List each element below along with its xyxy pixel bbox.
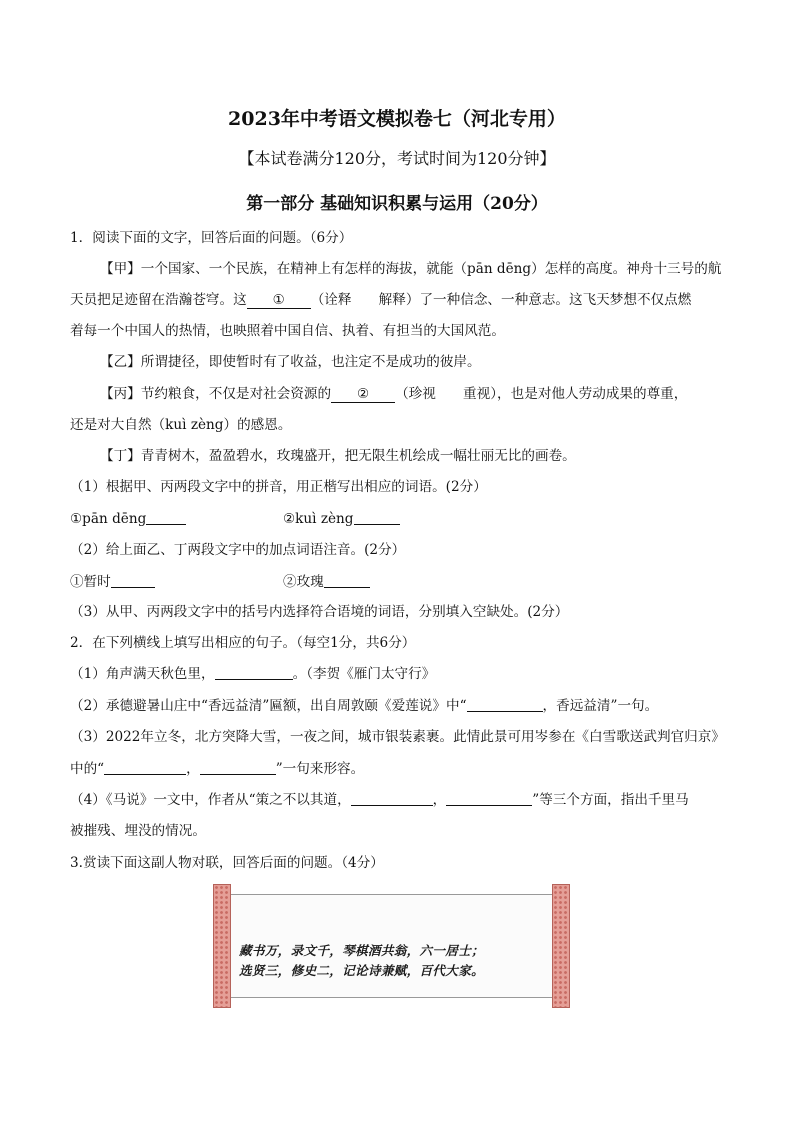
answer-blank[interactable] xyxy=(324,573,370,588)
word-label: ②玫瑰 xyxy=(283,574,324,590)
q1-jia-options: （诠释 解释）了一种信念、一种意志。这飞天梦想不仅点燃 xyxy=(310,292,692,308)
q1-bing-text: 【丙】节约粮食，不仅是对社会资源的 xyxy=(100,386,332,402)
answer-blank[interactable] xyxy=(146,510,186,525)
q1-sub1-answer-a xyxy=(70,509,186,529)
q2-item-3-line1: （3）2022年立冬，北方突降大雪，一夜之间，城市银装素裹。此情此景可用岑参在《白雪歌送武判官归京》 xyxy=(70,729,725,745)
q1-sub2-answer-b xyxy=(283,572,370,592)
q1-sub1: （1）根据甲、丙两段文字中的拼音，用正楷写出相应的词语。(2分） xyxy=(70,479,487,495)
q2-item-2-tail: ，香远益清”一句。 xyxy=(542,698,659,714)
q2-item-4-text: （4）《马说》一文中，作者从“策之不以其道， xyxy=(70,792,351,808)
answer-blank[interactable] xyxy=(354,510,400,525)
q1-paragraph-jia-line2 xyxy=(70,290,691,310)
q2-item-1-text: （1）角声满天秋色里， xyxy=(70,666,215,682)
answer-blank[interactable] xyxy=(351,791,433,806)
q2-item-4-line1 xyxy=(70,790,689,810)
q2-stem: 2．在下列横线上填写出相应的句子。（每空1分，共6分） xyxy=(70,635,416,651)
couplet-line-1: 藏书万，录文千，琴棋酒共翁，六一居士； xyxy=(239,943,484,958)
q1-blank-1[interactable]: ① xyxy=(247,292,311,309)
q1-paragraph-bing-line1 xyxy=(100,384,687,404)
q1-sub3: （3）从甲、丙两段文字中的括号内选择符合语境的词语，分别填入空缺处。(2分） xyxy=(70,604,569,620)
couplet-scroll-image xyxy=(213,884,570,1008)
q1-sub1-answer-b xyxy=(283,509,400,529)
scroll-roller-left xyxy=(213,884,231,1008)
answer-blank[interactable] xyxy=(446,791,532,806)
q1-paragraph-bing-line2: 还是对大自然（kuì zèng）的感恩。 xyxy=(70,417,292,433)
answer-blank[interactable] xyxy=(104,760,186,775)
q2-item-1-source: 。（李贺《雁门太守行》 xyxy=(292,666,436,682)
answer-blank[interactable] xyxy=(200,760,276,775)
q3-stem: 3.赏读下面这副人物对联，回答后面的问题。（4分） xyxy=(70,855,384,871)
answer-blank[interactable] xyxy=(467,697,543,712)
q2-item-3-text: 中的“ xyxy=(70,761,105,777)
q2-item-4-line2: 被摧残、埋没的情况。 xyxy=(70,823,206,839)
pinyin-label: ②kuì zèng xyxy=(283,511,354,527)
answer-blank[interactable] xyxy=(111,573,155,588)
q1-paragraph-jia-line3: 着每一个中国人的热情，也映照着中国自信、执着、有担当的大国风范。 xyxy=(70,323,505,339)
q2-item-3-tail: ”一句来形容。 xyxy=(275,761,365,777)
word-label: ①暂时 xyxy=(70,574,111,590)
comma: ， xyxy=(186,761,200,777)
q1-paragraph-jia-line1: 【甲】一个国家、一个民族，在精神上有怎样的海拔，就能（pān dēng）怎样的高度。神舟十三号的航 xyxy=(100,261,722,277)
q1-paragraph-ding: 【丁】青青树木，盈盈碧水，玫瑰盛开，把无限生机绘成一幅壮丽无比的画卷。 xyxy=(100,448,576,464)
q2-item-2-text: （2）承德避暑山庄中“香远益清”匾额，出自周敦颐《爱莲说》中“ xyxy=(70,698,467,714)
answer-blank[interactable] xyxy=(215,665,293,680)
q1-sub2-answer-a xyxy=(70,572,155,592)
comma: ， xyxy=(432,792,447,808)
q1-blank-2[interactable]: ② xyxy=(331,386,395,403)
exam-subtitle: 【本试卷满分120分，考试时间为120分钟】 xyxy=(238,149,556,168)
q1-sub2: （2）给上面乙、丁两段文字中的加点词语注音。(2分） xyxy=(70,542,406,558)
exam-title: 2023年中考语文模拟卷七（河北专用） xyxy=(228,108,566,130)
pinyin-label: ①pān dēng xyxy=(70,511,147,527)
q1-bing-options: （珍视 重视），也是对他人劳动成果的尊重， xyxy=(395,386,688,402)
q2-item-4-tail: ”等三个方面，指出千里马 xyxy=(532,792,689,808)
q2-item-2 xyxy=(70,696,658,716)
couplet-line-2: 选贤三，修史二，记论诗兼赋，百代大家。 xyxy=(239,963,484,978)
q1-paragraph-yi: 【乙】所谓捷径，即使暂时有了收益，也注定不是成功的彼岸。 xyxy=(100,354,481,370)
part-title: 第一部分 基础知识积累与运用（20分） xyxy=(246,194,548,214)
q1-jia-text: 天员把足迹留在浩瀚苍穹。这 xyxy=(70,292,247,308)
q2-item-1 xyxy=(70,664,435,684)
q1-stem: 1．阅读下面的文字，回答后面的问题。（6分） xyxy=(70,230,353,246)
scroll-roller-right xyxy=(552,884,570,1008)
q2-item-3-line2 xyxy=(70,759,364,779)
scroll-paper xyxy=(231,894,552,998)
